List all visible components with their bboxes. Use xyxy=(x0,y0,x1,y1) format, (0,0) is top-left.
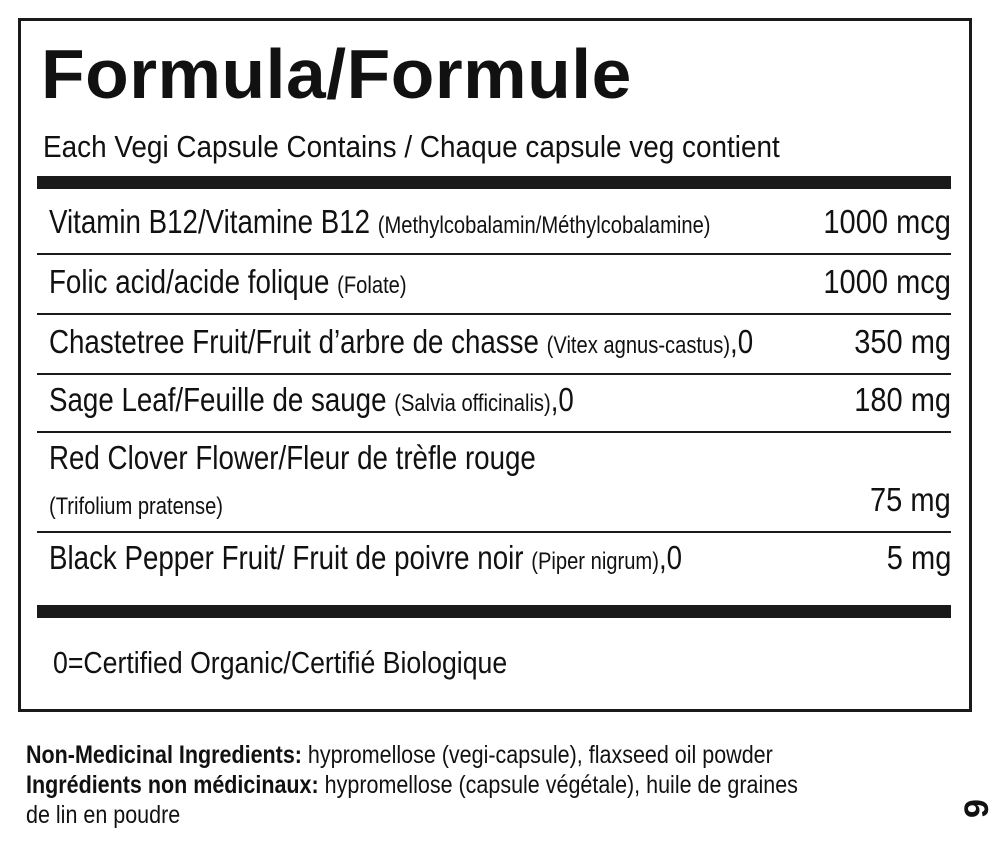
ingredient-amount: 75 mg xyxy=(870,481,951,518)
ingredient-name: Vitamin B12/Vitamine B12 xyxy=(49,203,371,240)
ingredient-row-black-pepper xyxy=(49,541,682,574)
row-divider xyxy=(37,431,951,433)
non-medicinal-en-label: Non-Medicinal Ingredients: xyxy=(26,741,302,769)
ingredient-row-chastetree xyxy=(49,325,753,358)
edge-mark: 9 xyxy=(958,799,996,818)
ingredient-scientific-name: (Folate) xyxy=(337,272,407,299)
non-medicinal-en xyxy=(26,740,852,770)
ingredient-name: Red Clover Flower/Fleur de trèfle rouge xyxy=(49,439,536,476)
organic-mark: ,0 xyxy=(550,381,574,418)
ingredient-amount: 180 mg xyxy=(854,381,951,418)
ingredient-scientific-name: (Salvia officinalis) xyxy=(394,390,551,417)
ingredient-scientific-name: (Trifolium pratense) xyxy=(49,493,224,520)
non-medicinal-fr xyxy=(26,770,852,800)
bottom-divider-bar xyxy=(37,605,951,618)
ingredient-scientific-name: (Piper nigrum) xyxy=(531,548,659,575)
top-divider-bar xyxy=(37,176,951,189)
formula-panel xyxy=(18,18,972,712)
ingredient-name: Chastetree Fruit/Fruit d’arbre de chasse xyxy=(49,323,539,360)
ingredient-row-red-clover-scientific xyxy=(49,486,223,519)
formula-title: Formula/Formule xyxy=(41,35,632,113)
ingredient-row-red-clover xyxy=(49,441,536,474)
non-medicinal-fr-continued: de lin en poudre xyxy=(26,801,181,829)
ingredient-scientific-name: (Methylcobalamin/Méthylcobalamine) xyxy=(377,212,711,239)
non-medicinal-fr-text: hypromellose (capsule végétale), huile de graines xyxy=(324,771,798,799)
ingredient-row-folic-acid xyxy=(49,265,407,298)
ingredient-amount: 5 mg xyxy=(886,539,951,576)
ingredient-scientific-name: (Vitex agnus-castus) xyxy=(546,332,731,359)
ingredient-amount: 1000 mcg xyxy=(823,203,951,240)
non-medicinal-en-text: hypromellose (vegi-capsule), flaxseed oil powder xyxy=(307,741,773,769)
non-medicinal-fr-label: Ingrédients non médicinaux: xyxy=(26,771,319,799)
ingredient-row-vitamin-b12 xyxy=(49,205,711,238)
ingredient-amount: 350 mg xyxy=(854,323,951,360)
row-divider xyxy=(37,253,951,255)
non-medicinal-ingredients xyxy=(26,740,852,830)
formula-subtitle: Each Vegi Capsule Contains / Chaque capsule veg contient xyxy=(43,129,780,164)
ingredient-name: Black Pepper Fruit/ Fruit de poivre noir xyxy=(49,539,524,576)
ingredient-amount: 1000 mcg xyxy=(823,263,951,300)
ingredient-name: Sage Leaf/Feuille de sauge xyxy=(49,381,387,418)
organic-mark: ,0 xyxy=(730,323,754,360)
ingredient-name: Folic acid/acide folique xyxy=(49,263,330,300)
organic-mark: ,0 xyxy=(658,539,683,576)
row-divider xyxy=(37,373,951,375)
ingredient-row-sage-leaf xyxy=(49,383,574,416)
row-divider xyxy=(37,313,951,315)
row-divider xyxy=(37,531,951,533)
organic-legend: 0=Certified Organic/Certifié Biologique xyxy=(53,645,508,680)
